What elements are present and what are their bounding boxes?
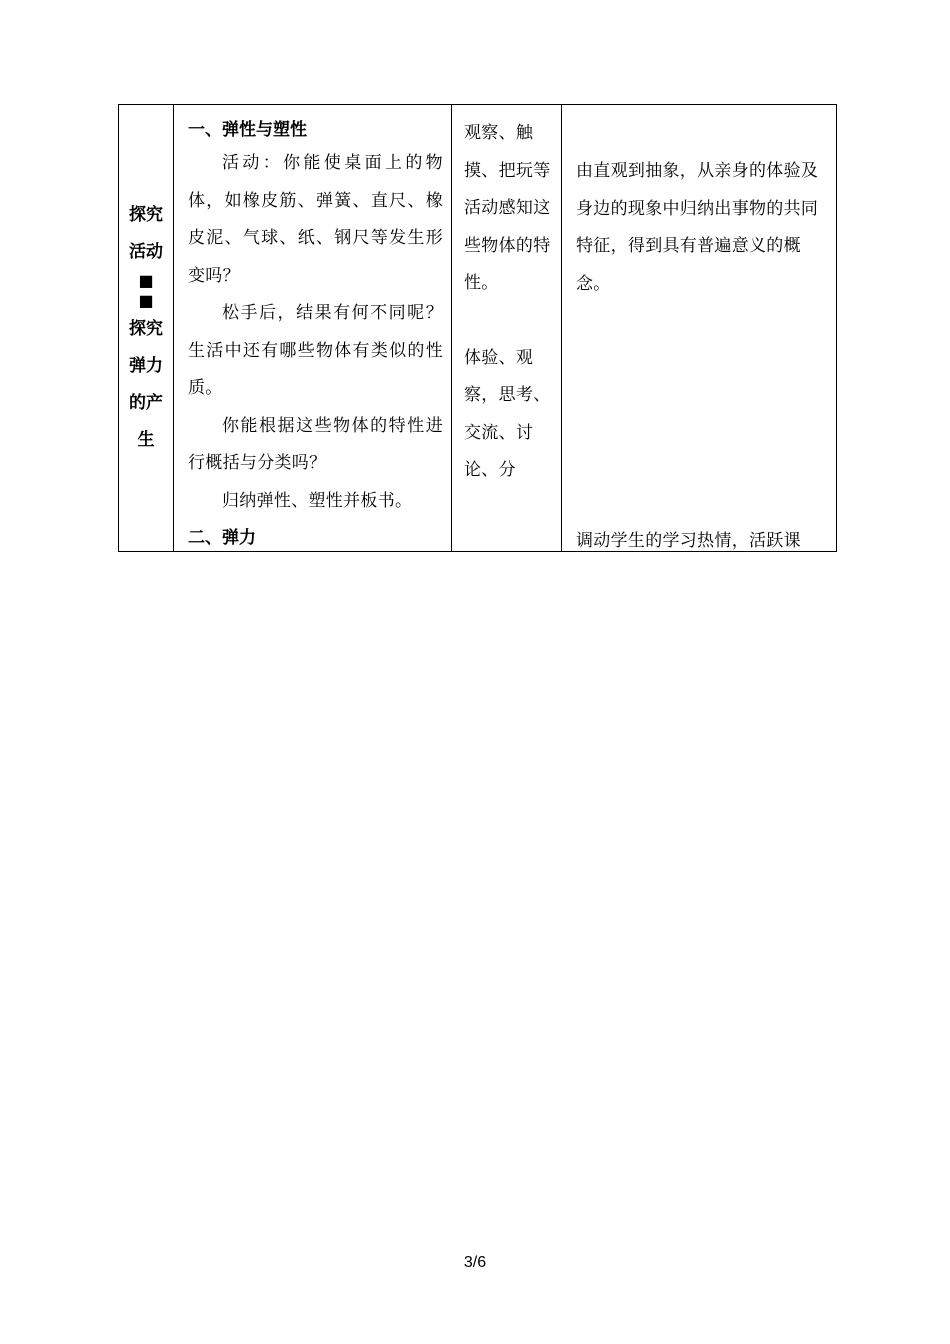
- design-intent-column: [562, 105, 836, 551]
- teacher-paragraph: 你能根据这些物体的特性进行概括与分类吗？: [188, 415, 443, 473]
- teacher-paragraph: 松手后，结果有何不同呢？生活中还有哪些物体有类似的性质。: [188, 303, 443, 398]
- stage-line: 活动: [129, 242, 163, 262]
- stage-mark: ■: [138, 291, 154, 310]
- page-number: 3/6: [463, 1254, 487, 1271]
- stage-mark: ■: [138, 271, 154, 290]
- spacer: [464, 303, 551, 340]
- stage-label: [119, 197, 173, 459]
- design-intent-text: 调动学生的学习热情，活跃课: [576, 531, 801, 551]
- section-heading-elasticity: 一、弹性与塑性: [188, 120, 307, 140]
- stage-line: 生: [137, 430, 155, 450]
- student-activity-text: 观察、触摸、把玩等活动感知这些物体的特性。: [464, 123, 551, 293]
- stage-line: 探究: [129, 319, 163, 339]
- stage-line: 探究: [129, 205, 163, 225]
- teacher-paragraph: 归纳弹性、塑性并板书。: [222, 490, 413, 511]
- section-heading-elastic-force: 二、弹力: [188, 528, 256, 548]
- teacher-activity-column: [174, 105, 452, 551]
- stage-line: 弹力: [129, 356, 163, 376]
- teacher-paragraph: 活动：你能使桌面上的物体，如橡皮筋、弹簧、直尺、橡皮泥、气球、纸、钢尺等发生形变吗？: [188, 153, 443, 286]
- student-activity-column: [452, 105, 562, 551]
- stage-line: 的产: [129, 393, 163, 413]
- stage-column: [119, 105, 174, 551]
- student-activity-text: 体验、观察，思考、交流、讨论、分: [464, 347, 551, 480]
- design-intent-text: 由直观到抽象，从亲身的体验及身边的现象中归纳出事物的共同特征，得到具有普遍意义的概念。: [576, 161, 819, 294]
- lesson-plan-table: [118, 104, 837, 552]
